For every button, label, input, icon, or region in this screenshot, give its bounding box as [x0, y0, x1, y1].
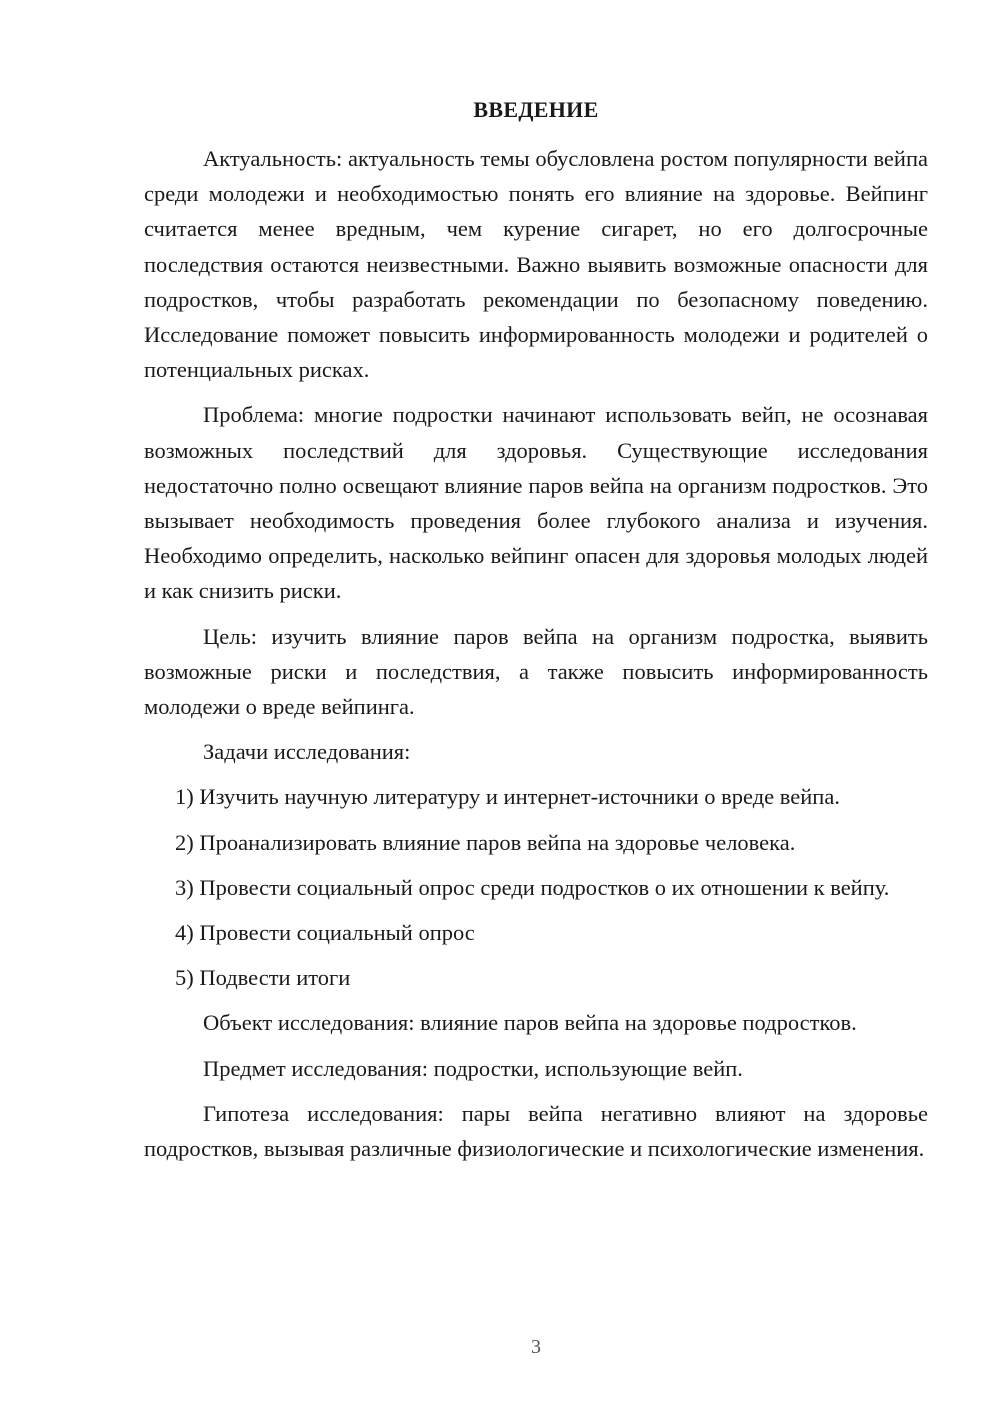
paragraph-object: Объект исследования: влияние паров вейпа на здоровье подростков. [203, 1010, 857, 1036]
paragraph-subject: Предмет исследования: подростки, использующие вейп. [203, 1055, 743, 1081]
paragraph-problem: Проблема: многие подростки начинают использовать вейп, не осознавая возможных последствий для здоровья. Существующие исследования недостаточно полно освещают влияние паров вейпа на организм подростков. Это вызывает необходимость проведения более глубокого анализа и изучения. Необходимо определить, насколько вейпинг опасен для здоровья молодых людей и как снизить риски. [144, 402, 928, 604]
paragraph-relevance: Актуальность: актуальность темы обусловлена ростом популярности вейпа среди молодежи и необходимостью понять его влияние на здоровье. Вейпинг считается менее вредным, чем курение сигарет, но его долгосрочные последствия остаются неизвестными. Важно выявить возможные опасности для подростков, чтобы разработать рекомендации по безопасному поведению. Исследование поможет повысить информированность молодежи и родителей о потенциальных рисках. [144, 146, 928, 383]
task-item-3: 3) Провести социальный опрос среди подростков о их отношении к вейпу. [175, 874, 890, 900]
task-item-2: 2) Проанализировать влияние паров вейпа на здоровье человека. [175, 829, 796, 855]
paragraph-hypothesis: Гипотеза исследования: пары вейпа негативно влияют на здоровье подростков, вызывая различные физиологические и психологические изменения. [144, 1100, 928, 1162]
page-number: 3 [531, 1336, 541, 1358]
task-item-4: 4) Провести социальный опрос [175, 920, 475, 946]
tasks-heading: Задачи исследования: [203, 739, 411, 765]
task-item-1: 1) Изучить научную литературу и интернет-источники о вреде вейпа. [175, 784, 840, 810]
page-title: ВВЕДЕНИЕ [473, 97, 599, 122]
paragraph-goal: Цель: изучить влияние паров вейпа на организм подростка, выявить возможные риски и последствия, а также повысить информированность молодежи о вреде вейпинга. [144, 623, 928, 720]
task-item-5: 5) Подвести итоги [175, 965, 351, 991]
body-text [144, 141, 928, 1166]
